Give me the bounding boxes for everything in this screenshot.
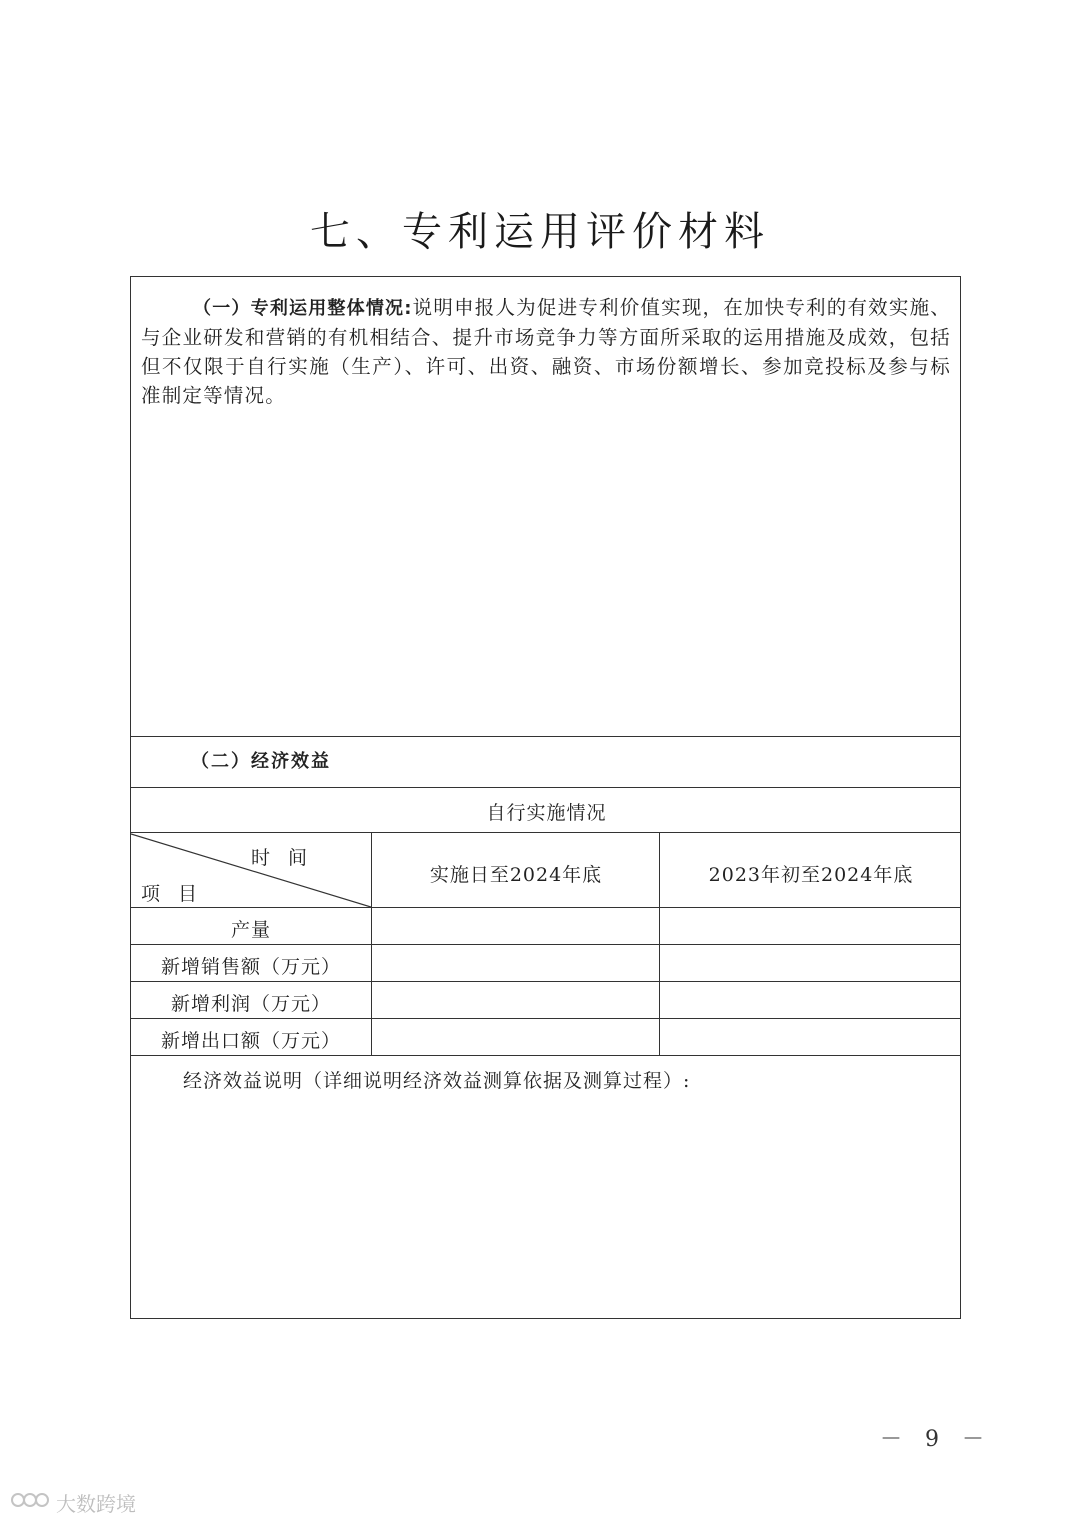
divider xyxy=(131,787,960,788)
watermark xyxy=(10,1488,136,1517)
header-bottom-border xyxy=(131,907,960,908)
row-label-new-export: 新增出口额（万元） xyxy=(160,1030,341,1052)
divider xyxy=(131,736,960,737)
row-label-new-sales: 新增销售额（万元） xyxy=(160,956,341,978)
row-label-new-profit: 新增利润（万元） xyxy=(170,993,331,1015)
section1-heading: （一）专利运用整体情况: xyxy=(193,298,413,319)
column-divider xyxy=(371,833,372,1055)
header-col1: 实施日至2024年底 xyxy=(429,864,603,886)
table-title: 自行实施情况 xyxy=(486,802,607,824)
section1-body: 说明申报人为促进专利价值实现，在加快专利的有效实施、与企业研发和营销的有机相结合、提升市场竞争力等方面所采取的运用措施及成效，包括但不仅限于自行实施（生产）、许可、出资、融资、市场份额增长、参加竞投标及参与标准制定等情况。 xyxy=(141,296,951,407)
section1-paragraph xyxy=(141,293,951,410)
page-title: 七、专利运用评价材料 xyxy=(310,209,770,255)
row-divider xyxy=(131,981,960,982)
table-bottom-border xyxy=(131,1055,960,1056)
header-item-label: 项 目 xyxy=(141,883,204,905)
watermark-logo-icon xyxy=(10,1489,50,1516)
row-divider xyxy=(131,944,960,945)
page-number: － 9 － xyxy=(880,1427,992,1452)
evaluation-form xyxy=(130,276,961,1319)
header-col2: 2023年初至2024年底 xyxy=(708,864,914,886)
watermark-text: 大数跨境 xyxy=(56,1492,136,1516)
section2-heading: （二）经济效益 xyxy=(191,751,331,772)
economic-benefit-note: 经济效益说明（详细说明经济效益测算依据及测算过程）: xyxy=(183,1070,691,1092)
header-time-label: 时 间 xyxy=(251,847,314,869)
column-divider xyxy=(659,833,660,1055)
row-label-output: 产量 xyxy=(230,919,271,941)
row-divider xyxy=(131,1018,960,1019)
